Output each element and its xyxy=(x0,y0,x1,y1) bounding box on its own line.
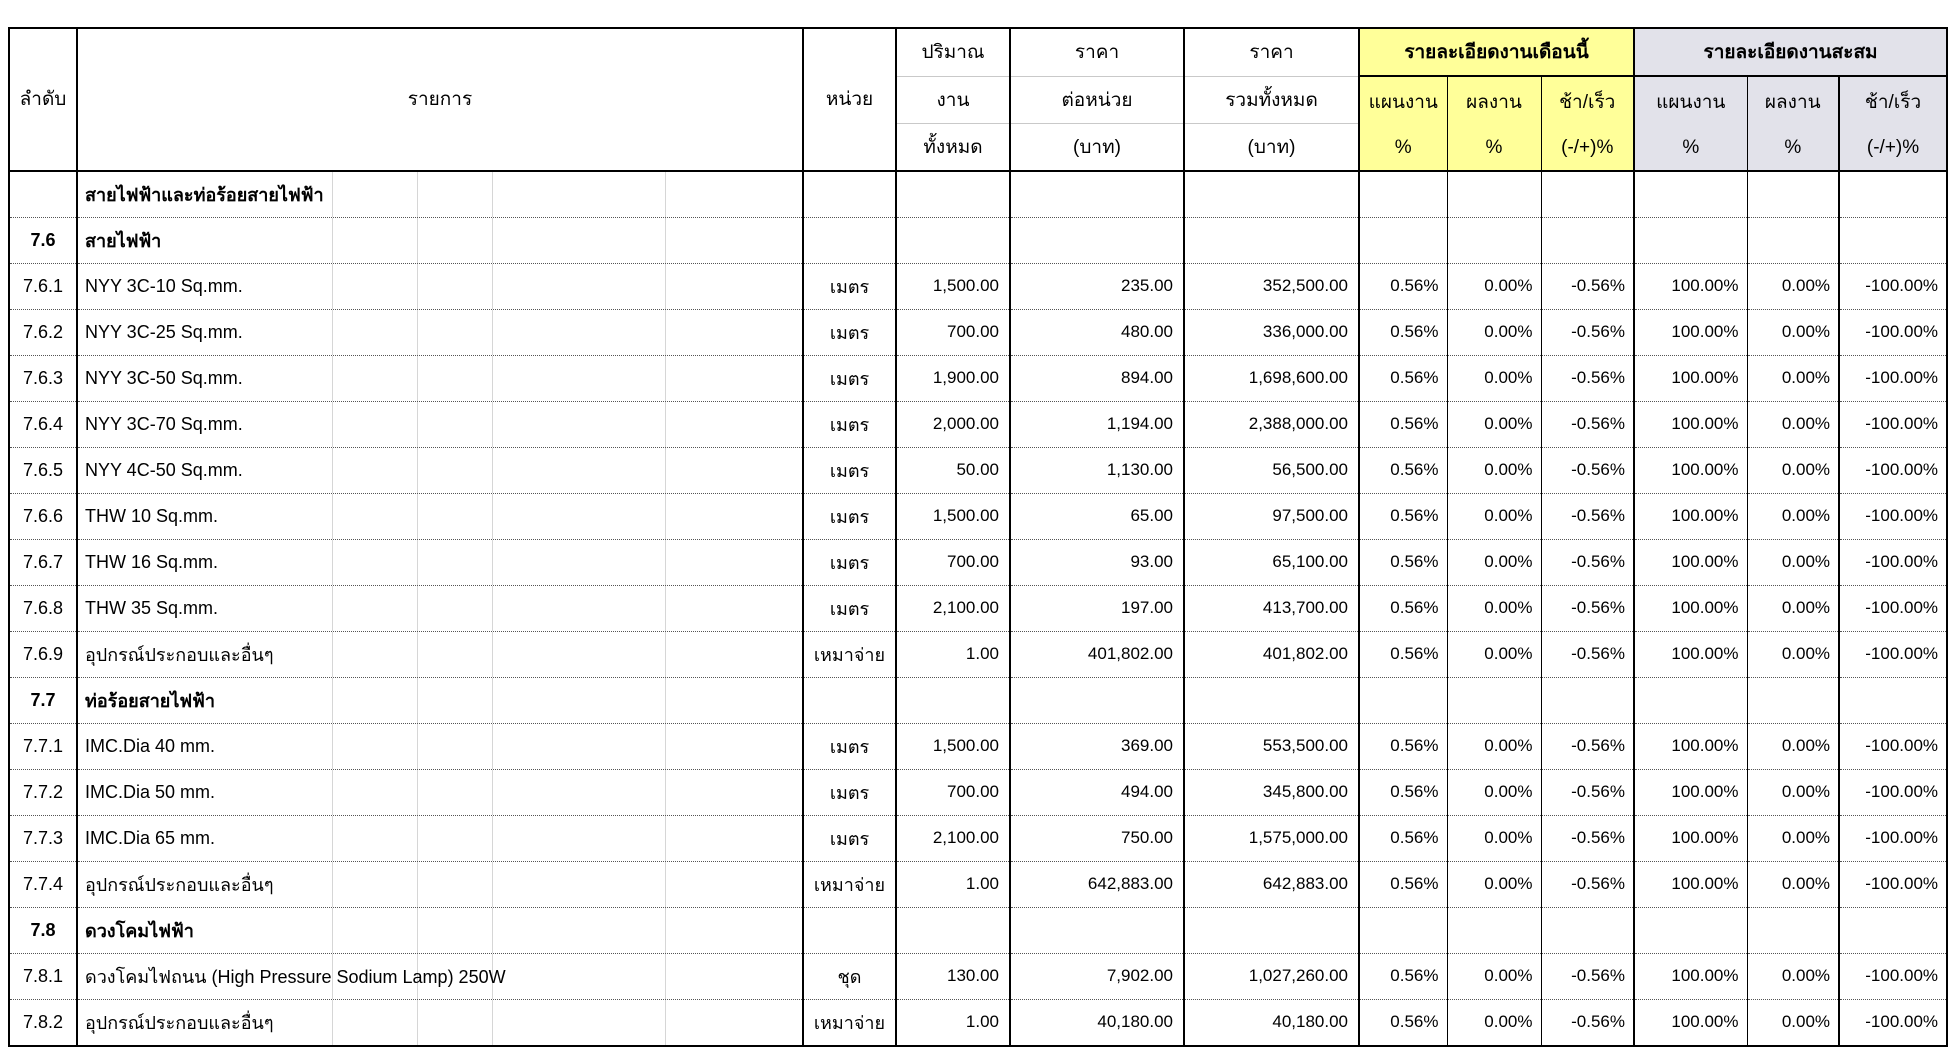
table-body xyxy=(9,171,1947,1046)
cell-unit: เมตร xyxy=(803,815,896,861)
cell-month-diff xyxy=(1541,907,1634,953)
cell-unit: เมตร xyxy=(803,539,896,585)
cell-total-price xyxy=(1184,217,1359,263)
cell-cum-diff: -100.00% xyxy=(1839,401,1947,447)
cell-unit: เมตร xyxy=(803,723,896,769)
cell-item: สายไฟฟ้าและท่อร้อยสายไฟฟ้า xyxy=(77,171,803,218)
cell-month-actual xyxy=(1447,907,1541,953)
col-header-unit-price-line1: ราคา xyxy=(1010,28,1184,76)
cell-month-diff: -0.56% xyxy=(1541,953,1634,999)
cell-cum-diff: -100.00% xyxy=(1839,953,1947,999)
cell-unit-price: 197.00 xyxy=(1010,585,1184,631)
month-plan-label: แผนงาน xyxy=(1368,92,1438,114)
cum-actual-label: ผลงาน xyxy=(1764,92,1821,114)
cell-item: ดวงโคมไฟฟ้า xyxy=(77,907,803,953)
cell-cum-actual: 0.00% xyxy=(1747,631,1839,677)
cell-item: NYY 3C-25 Sq.mm. xyxy=(77,309,803,355)
table-row xyxy=(9,907,1947,953)
cell-unit: เมตร xyxy=(803,769,896,815)
cell-month-plan: 0.56% xyxy=(1359,723,1447,769)
cell-no: 7.8 xyxy=(9,907,77,953)
cell-cum-plan: 100.00% xyxy=(1634,493,1747,539)
cell-cum-plan xyxy=(1634,907,1747,953)
cell-cum-actual: 0.00% xyxy=(1747,723,1839,769)
col-header-total-price-line1: ราคา xyxy=(1184,28,1359,76)
cell-item: IMC.Dia 65 mm. xyxy=(77,815,803,861)
group-header-month: รายละเอียดงานเดือนนี้ xyxy=(1359,28,1634,76)
col-header-month-actual xyxy=(1447,76,1541,171)
cell-cum-diff: -100.00% xyxy=(1839,355,1947,401)
cell-total-price: 401,802.00 xyxy=(1184,631,1359,677)
cell-month-diff: -0.56% xyxy=(1541,585,1634,631)
cell-cum-actual: 0.00% xyxy=(1747,263,1839,309)
cell-item: สายไฟฟ้า xyxy=(77,217,803,263)
cell-month-actual: 0.00% xyxy=(1447,953,1541,999)
cell-quantity: 2,000.00 xyxy=(896,401,1010,447)
col-header-unit: หน่วย xyxy=(803,28,896,171)
cell-month-plan xyxy=(1359,907,1447,953)
cell-cum-diff xyxy=(1839,677,1947,723)
cell-unit: เมตร xyxy=(803,447,896,493)
cell-cum-diff xyxy=(1839,907,1947,953)
cell-cum-plan xyxy=(1634,677,1747,723)
cell-cum-plan: 100.00% xyxy=(1634,769,1747,815)
cell-quantity: 130.00 xyxy=(896,953,1010,999)
col-header-total-price-line2: รวมทั้งหมด xyxy=(1184,76,1359,123)
cell-item: IMC.Dia 50 mm. xyxy=(77,769,803,815)
boq-table xyxy=(8,27,1948,1047)
cell-unit-price: 480.00 xyxy=(1010,309,1184,355)
cell-cum-actual: 0.00% xyxy=(1747,493,1839,539)
cell-cum-diff: -100.00% xyxy=(1839,861,1947,907)
table-row xyxy=(9,263,1947,309)
cell-total-price: 2,388,000.00 xyxy=(1184,401,1359,447)
col-header-qty-line2: งาน xyxy=(896,76,1010,123)
cum-plan-unit: % xyxy=(1682,137,1700,159)
cell-total-price: 1,698,600.00 xyxy=(1184,355,1359,401)
cell-month-diff: -0.56% xyxy=(1541,539,1634,585)
cell-month-diff: -0.56% xyxy=(1541,815,1634,861)
cell-total-price: 336,000.00 xyxy=(1184,309,1359,355)
cell-unit: เมตร xyxy=(803,355,896,401)
cell-total-price xyxy=(1184,907,1359,953)
cell-quantity xyxy=(896,171,1010,218)
cum-diff-unit: (-/+)% xyxy=(1866,137,1920,159)
cell-total-price: 345,800.00 xyxy=(1184,769,1359,815)
col-header-item: รายการ xyxy=(77,28,803,171)
cell-month-plan xyxy=(1359,171,1447,218)
cell-cum-diff: -100.00% xyxy=(1839,493,1947,539)
table-row xyxy=(9,631,1947,677)
cell-cum-actual: 0.00% xyxy=(1747,769,1839,815)
cell-unit: เมตร xyxy=(803,309,896,355)
month-actual-unit: % xyxy=(1485,137,1503,159)
cell-item: THW 16 Sq.mm. xyxy=(77,539,803,585)
cell-cum-plan: 100.00% xyxy=(1634,263,1747,309)
cell-month-plan: 0.56% xyxy=(1359,263,1447,309)
cell-month-diff: -0.56% xyxy=(1541,309,1634,355)
cell-no: 7.6.7 xyxy=(9,539,77,585)
col-header-cum-plan xyxy=(1634,76,1747,171)
cell-no: 7.7.3 xyxy=(9,815,77,861)
header-row-1 xyxy=(9,28,1947,76)
cell-cum-plan: 100.00% xyxy=(1634,401,1747,447)
cell-unit-price: 40,180.00 xyxy=(1010,999,1184,1046)
cell-cum-diff: -100.00% xyxy=(1839,585,1947,631)
cell-no: 7.6.1 xyxy=(9,263,77,309)
cell-month-plan: 0.56% xyxy=(1359,585,1447,631)
cum-actual-unit: % xyxy=(1784,137,1802,159)
cell-cum-diff: -100.00% xyxy=(1839,999,1947,1046)
table-row xyxy=(9,539,1947,585)
cell-month-diff: -0.56% xyxy=(1541,493,1634,539)
cum-diff-label: ช้า/เร็ว xyxy=(1864,92,1922,114)
cell-month-plan: 0.56% xyxy=(1359,769,1447,815)
cell-month-actual: 0.00% xyxy=(1447,631,1541,677)
cell-no xyxy=(9,171,77,218)
table-row xyxy=(9,171,1947,218)
cell-month-plan: 0.56% xyxy=(1359,447,1447,493)
cell-cum-plan: 100.00% xyxy=(1634,723,1747,769)
cell-quantity: 1,500.00 xyxy=(896,493,1010,539)
cell-total-price: 352,500.00 xyxy=(1184,263,1359,309)
cell-month-diff xyxy=(1541,677,1634,723)
cell-quantity: 1,500.00 xyxy=(896,263,1010,309)
cell-total-price: 40,180.00 xyxy=(1184,999,1359,1046)
month-plan-unit: % xyxy=(1394,137,1412,159)
col-header-month-diff xyxy=(1541,76,1634,171)
cell-cum-actual: 0.00% xyxy=(1747,401,1839,447)
cell-no: 7.7.4 xyxy=(9,861,77,907)
cell-cum-plan: 100.00% xyxy=(1634,355,1747,401)
cell-unit-price xyxy=(1010,171,1184,218)
cell-no: 7.6.3 xyxy=(9,355,77,401)
cell-month-actual: 0.00% xyxy=(1447,539,1541,585)
cell-cum-diff xyxy=(1839,217,1947,263)
cell-month-diff: -0.56% xyxy=(1541,861,1634,907)
cell-cum-diff: -100.00% xyxy=(1839,769,1947,815)
cell-no: 7.7 xyxy=(9,677,77,723)
table-row xyxy=(9,401,1947,447)
cell-no: 7.6.9 xyxy=(9,631,77,677)
cell-quantity: 1,900.00 xyxy=(896,355,1010,401)
cell-month-actual: 0.00% xyxy=(1447,355,1541,401)
cell-month-plan: 0.56% xyxy=(1359,309,1447,355)
cell-cum-actual: 0.00% xyxy=(1747,953,1839,999)
cell-unit-price: 1,130.00 xyxy=(1010,447,1184,493)
table-row xyxy=(9,815,1947,861)
cell-unit: เมตร xyxy=(803,493,896,539)
cell-month-diff xyxy=(1541,217,1634,263)
cell-no: 7.6.8 xyxy=(9,585,77,631)
col-header-unit-price-line2: ต่อหน่วย xyxy=(1010,76,1184,123)
cell-cum-actual: 0.00% xyxy=(1747,447,1839,493)
cell-unit: เมตร xyxy=(803,263,896,309)
cell-quantity xyxy=(896,677,1010,723)
cell-month-diff: -0.56% xyxy=(1541,263,1634,309)
cell-total-price: 56,500.00 xyxy=(1184,447,1359,493)
cell-month-actual xyxy=(1447,677,1541,723)
cell-unit: ชุด xyxy=(803,953,896,999)
table-row xyxy=(9,493,1947,539)
cell-total-price: 642,883.00 xyxy=(1184,861,1359,907)
col-header-total-price-line3: (บาท) xyxy=(1184,123,1359,171)
table-row xyxy=(9,953,1947,999)
cell-unit xyxy=(803,171,896,218)
table-row xyxy=(9,677,1947,723)
cell-unit: เหมาจ่าย xyxy=(803,861,896,907)
cell-unit-price: 65.00 xyxy=(1010,493,1184,539)
cell-quantity xyxy=(896,217,1010,263)
cell-cum-diff: -100.00% xyxy=(1839,539,1947,585)
cell-cum-actual xyxy=(1747,171,1839,218)
cell-cum-plan: 100.00% xyxy=(1634,309,1747,355)
cell-cum-plan: 100.00% xyxy=(1634,999,1747,1046)
cell-month-diff xyxy=(1541,171,1634,218)
col-header-qty-line3: ทั้งหมด xyxy=(896,123,1010,171)
cell-cum-actual: 0.00% xyxy=(1747,309,1839,355)
cell-cum-plan: 100.00% xyxy=(1634,585,1747,631)
cell-item: NYY 3C-10 Sq.mm. xyxy=(77,263,803,309)
cell-no: 7.6.5 xyxy=(9,447,77,493)
cell-total-price: 1,575,000.00 xyxy=(1184,815,1359,861)
cell-total-price: 97,500.00 xyxy=(1184,493,1359,539)
cell-quantity: 2,100.00 xyxy=(896,585,1010,631)
cell-item: IMC.Dia 40 mm. xyxy=(77,723,803,769)
cell-unit-price: 894.00 xyxy=(1010,355,1184,401)
cell-total-price: 553,500.00 xyxy=(1184,723,1359,769)
cell-quantity: 1,500.00 xyxy=(896,723,1010,769)
cell-total-price xyxy=(1184,171,1359,218)
col-header-unit-price-line3: (บาท) xyxy=(1010,123,1184,171)
cell-cum-actual: 0.00% xyxy=(1747,585,1839,631)
cell-month-diff: -0.56% xyxy=(1541,355,1634,401)
cell-month-actual: 0.00% xyxy=(1447,309,1541,355)
cell-month-plan: 0.56% xyxy=(1359,861,1447,907)
cell-unit-price xyxy=(1010,677,1184,723)
cell-unit-price: 7,902.00 xyxy=(1010,953,1184,999)
cell-cum-plan: 100.00% xyxy=(1634,447,1747,493)
cell-item: ดวงโคมไฟถนน (High Pressure Sodium Lamp) 250W xyxy=(77,953,803,999)
table-header xyxy=(9,28,1947,171)
table-row xyxy=(9,585,1947,631)
cell-month-actual: 0.00% xyxy=(1447,769,1541,815)
cell-quantity: 700.00 xyxy=(896,309,1010,355)
cell-item: อุปกรณ์ประกอบและอื่นๆ xyxy=(77,861,803,907)
cell-month-actual: 0.00% xyxy=(1447,999,1541,1046)
cell-cum-actual: 0.00% xyxy=(1747,999,1839,1046)
cell-no: 7.8.1 xyxy=(9,953,77,999)
cell-no: 7.6.4 xyxy=(9,401,77,447)
cell-month-plan: 0.56% xyxy=(1359,953,1447,999)
cell-cum-diff: -100.00% xyxy=(1839,309,1947,355)
col-header-cum-actual xyxy=(1747,76,1839,171)
cell-unit-price: 642,883.00 xyxy=(1010,861,1184,907)
cell-no: 7.7.1 xyxy=(9,723,77,769)
cell-cum-plan: 100.00% xyxy=(1634,815,1747,861)
cell-item: อุปกรณ์ประกอบและอื่นๆ xyxy=(77,631,803,677)
cell-item: NYY 3C-50 Sq.mm. xyxy=(77,355,803,401)
cell-quantity: 700.00 xyxy=(896,539,1010,585)
cell-quantity: 700.00 xyxy=(896,769,1010,815)
cell-month-actual: 0.00% xyxy=(1447,861,1541,907)
cell-total-price: 65,100.00 xyxy=(1184,539,1359,585)
cell-cum-diff: -100.00% xyxy=(1839,631,1947,677)
month-diff-label: ช้า/เร็ว xyxy=(1559,92,1616,114)
cell-cum-actual xyxy=(1747,677,1839,723)
cell-total-price xyxy=(1184,677,1359,723)
cell-month-plan: 0.56% xyxy=(1359,401,1447,447)
boq-sheet xyxy=(8,27,1948,1047)
table-row xyxy=(9,769,1947,815)
cell-cum-actual xyxy=(1747,907,1839,953)
cell-total-price: 413,700.00 xyxy=(1184,585,1359,631)
cell-quantity: 1.00 xyxy=(896,999,1010,1046)
cell-no: 7.6.6 xyxy=(9,493,77,539)
cell-item: อุปกรณ์ประกอบและอื่นๆ xyxy=(77,999,803,1046)
cell-quantity: 50.00 xyxy=(896,447,1010,493)
cell-cum-actual xyxy=(1747,217,1839,263)
cell-total-price: 1,027,260.00 xyxy=(1184,953,1359,999)
cell-month-plan: 0.56% xyxy=(1359,493,1447,539)
cell-quantity: 1.00 xyxy=(896,631,1010,677)
cell-month-actual xyxy=(1447,217,1541,263)
cell-month-diff: -0.56% xyxy=(1541,769,1634,815)
cell-no: 7.8.2 xyxy=(22,1011,64,1032)
cell-cum-actual: 0.00% xyxy=(1747,861,1839,907)
cell-item: THW 35 Sq.mm. xyxy=(77,585,803,631)
cell-cum-plan xyxy=(1634,171,1747,218)
cell-quantity: 1.00 xyxy=(896,861,1010,907)
cell-cum-plan: 100.00% xyxy=(1634,631,1747,677)
cell-unit: เมตร xyxy=(803,585,896,631)
table-row xyxy=(9,723,1947,769)
cell-item: ท่อร้อยสายไฟฟ้า xyxy=(77,677,803,723)
cell-unit: เหมาจ่าย xyxy=(803,631,896,677)
cell-cum-plan: 100.00% xyxy=(1634,539,1747,585)
cell-cum-plan: 100.00% xyxy=(1634,861,1747,907)
col-header-no: ลำดับ xyxy=(9,28,77,171)
col-header-cum-diff xyxy=(1839,76,1947,171)
cell-month-actual: 0.00% xyxy=(1447,815,1541,861)
cell-no: 7.6.2 xyxy=(9,309,77,355)
cell-cum-diff: -100.00% xyxy=(1839,815,1947,861)
cell-month-actual: 0.00% xyxy=(1447,447,1541,493)
cell-month-actual: 0.00% xyxy=(1447,263,1541,309)
cell-month-plan: 0.56% xyxy=(1359,539,1447,585)
cell-cum-diff xyxy=(1839,171,1947,218)
cell-cum-diff: -100.00% xyxy=(1839,447,1947,493)
cell-cum-actual: 0.00% xyxy=(1747,539,1839,585)
cell-item: THW 10 Sq.mm. xyxy=(77,493,803,539)
cell-unit-price: 494.00 xyxy=(1010,769,1184,815)
group-header-cumulative: รายละเอียดงานสะสม xyxy=(1634,28,1947,76)
table-row xyxy=(9,861,1947,907)
cell-unit-price: 1,194.00 xyxy=(1010,401,1184,447)
cell-cum-plan xyxy=(1634,217,1747,263)
table-row xyxy=(9,999,1947,1046)
cell-no: 7.7.2 xyxy=(9,769,77,815)
cell-month-actual: 0.00% xyxy=(1447,401,1541,447)
cell-unit-price: 750.00 xyxy=(1010,815,1184,861)
month-diff-unit: (-/+)% xyxy=(1561,137,1614,159)
cell-month-actual: 0.00% xyxy=(1447,723,1541,769)
cell-cum-plan: 100.00% xyxy=(1634,953,1747,999)
cell-month-diff: -0.56% xyxy=(1541,723,1634,769)
cell-quantity xyxy=(896,907,1010,953)
cell-unit: เมตร xyxy=(803,401,896,447)
cell-month-diff: -0.56% xyxy=(1541,999,1634,1046)
cell-month-actual: 0.00% xyxy=(1447,585,1541,631)
month-actual-label: ผลงาน xyxy=(1466,92,1522,114)
cell-unit-price xyxy=(1010,907,1184,953)
cell-month-plan: 0.56% xyxy=(1359,355,1447,401)
cell-unit-price: 235.00 xyxy=(1010,263,1184,309)
cell-month-plan xyxy=(1359,677,1447,723)
cell-month-plan: 0.56% xyxy=(1359,999,1447,1046)
col-header-qty-line1: ปริมาณ xyxy=(896,28,1010,76)
cell-unit-price: 369.00 xyxy=(1010,723,1184,769)
col-header-month-plan xyxy=(1359,76,1447,171)
cell-month-diff: -0.56% xyxy=(1541,401,1634,447)
cell-cum-actual: 0.00% xyxy=(1747,355,1839,401)
cell-unit-price: 93.00 xyxy=(1010,539,1184,585)
cell-month-actual: 0.00% xyxy=(1447,493,1541,539)
cell-month-diff: -0.56% xyxy=(1541,631,1634,677)
cell-unit-price xyxy=(1010,217,1184,263)
cell-month-plan xyxy=(1359,217,1447,263)
table-row xyxy=(9,355,1947,401)
cell-month-diff: -0.56% xyxy=(1541,447,1634,493)
cell-unit xyxy=(803,217,896,263)
cell-unit: เหมาจ่าย xyxy=(803,999,896,1046)
cell-no: 7.6 xyxy=(9,217,77,263)
cell-unit xyxy=(803,677,896,723)
cell-month-plan: 0.56% xyxy=(1359,815,1447,861)
cum-plan-label: แผนงาน xyxy=(1656,92,1726,114)
table-row xyxy=(9,309,1947,355)
cell-item: NYY 4C-50 Sq.mm. xyxy=(77,447,803,493)
cell-quantity: 2,100.00 xyxy=(896,815,1010,861)
cell-cum-diff: -100.00% xyxy=(1839,723,1947,769)
cell-cum-diff: -100.00% xyxy=(1839,263,1947,309)
cell-item: NYY 3C-70 Sq.mm. xyxy=(77,401,803,447)
cell-unit-price: 401,802.00 xyxy=(1010,631,1184,677)
cell-month-plan: 0.56% xyxy=(1359,631,1447,677)
cell-unit xyxy=(803,907,896,953)
table-row xyxy=(9,217,1947,263)
cell-month-actual xyxy=(1447,171,1541,218)
cell-cum-actual: 0.00% xyxy=(1747,815,1839,861)
table-row xyxy=(9,447,1947,493)
